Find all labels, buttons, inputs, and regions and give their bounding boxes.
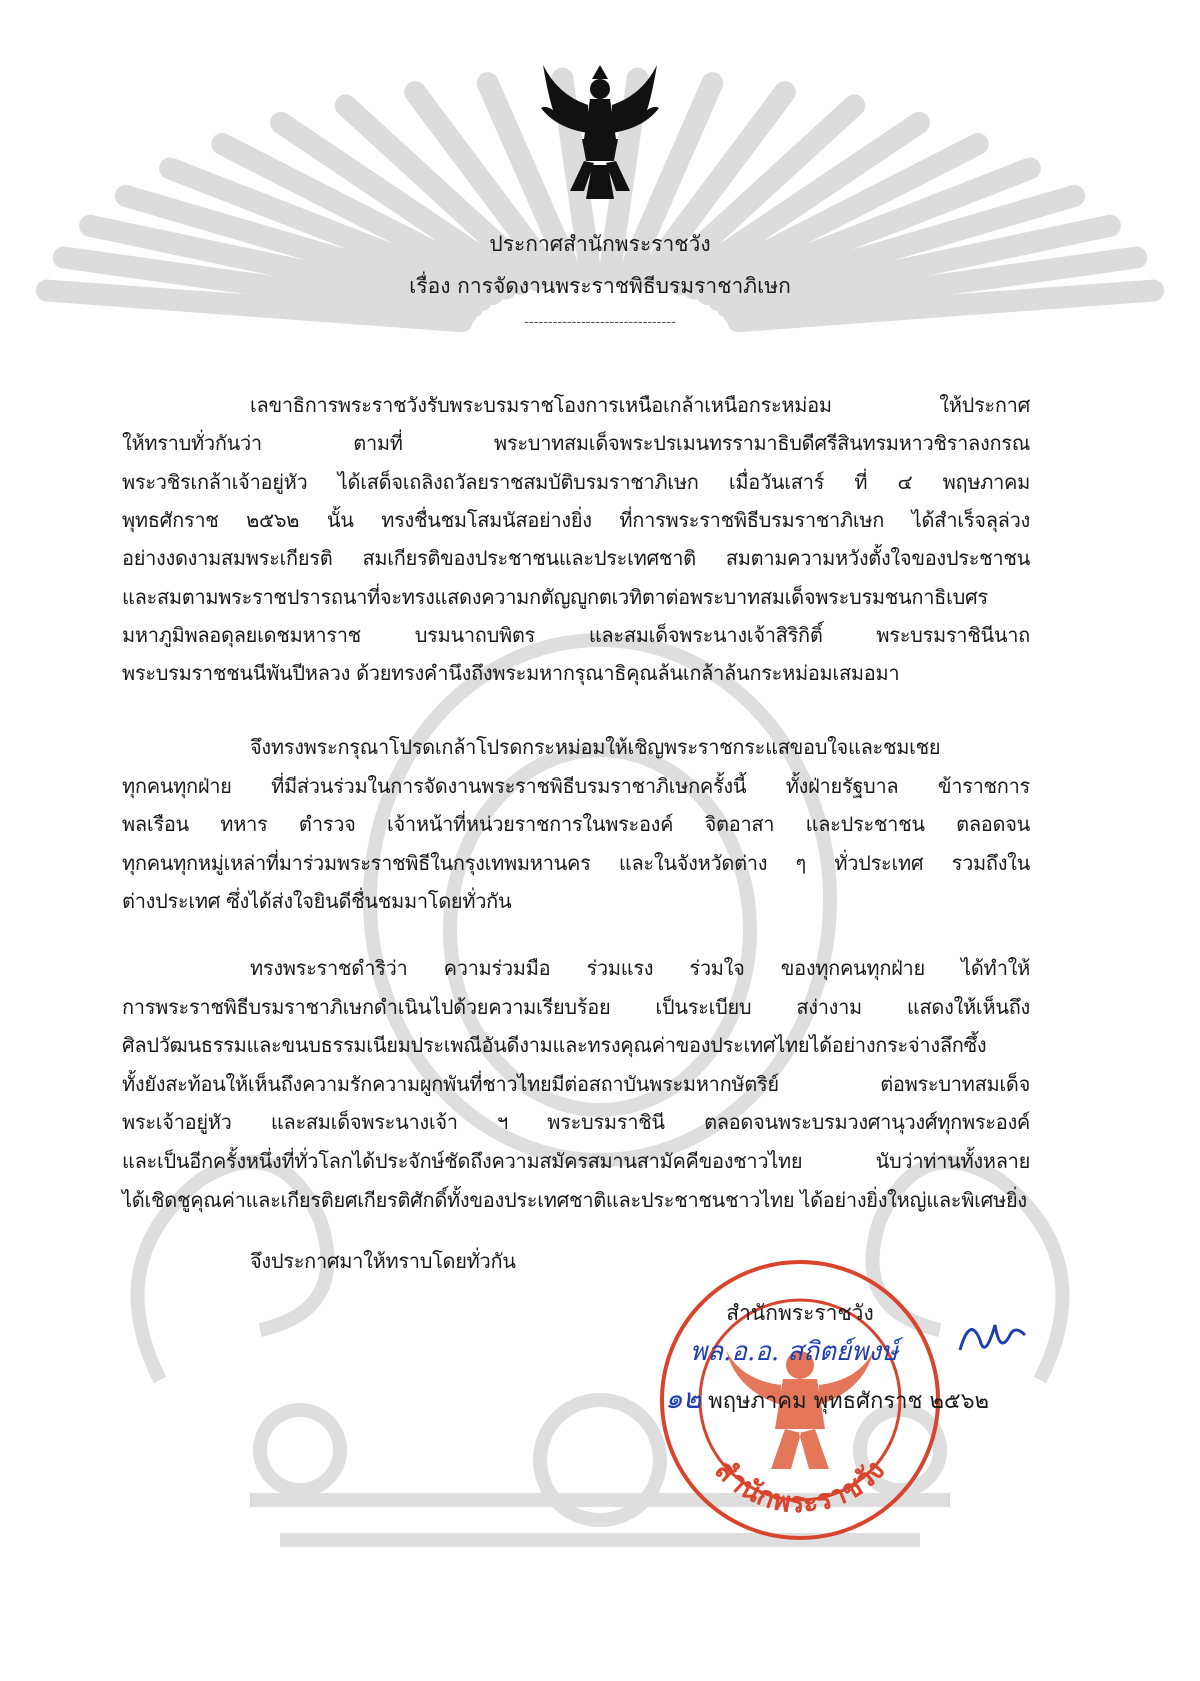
paragraph-line: ต่างประเทศ ซึ่งได้ส่งใจยินดีชื่นชมมาโดยทั่วกัน [122,889,512,913]
svg-text:สำนักพระราชวัง [709,1453,892,1520]
issuer-name: สำนักพระราชวัง [726,1301,874,1325]
paragraph-line: ได้เชิดชูคุณค่าและเกียรติยศเกียรติศักดิ์ทั้งของประเทศชาติและประชาชนชาวไทย ได้อย่างยิ่งใหญ่และพิเศษยิ่ง [122,1187,1027,1212]
paragraph-line: ให้ทราบทั่วกันว่า ตามที่ พระบาทสมเด็จพระปรเมนทรรามาธิบดีศรีสินทรมหาวชิราลงกรณ [122,431,1030,456]
handwritten-signature: พล.อ.อ. สถิตย์พงษ์ [690,1337,899,1367]
paragraph-line: พระวชิรเกล้าเจ้าอยู่หัว ได้เสด็จเถลิงถวัลยราชสมบัติบรมราชาภิเษก เมื่อวันเสาร์ ที่ ๔ พฤษภาคม [122,469,1030,494]
paragraph-line: ทุกคนทุกหมู่เหล่าที่มาร่วมพระราชพิธีในกรุงเทพมหานคร และในจังหวัดต่าง ๆ ทั่วประเทศ รวมถึงใน [122,850,1030,875]
date-day: ๑๒ [665,1382,702,1415]
paragraph-line: ทุกคนทุกฝ่าย ที่มีส่วนร่วมในการจัดงานพระราชพิธีบรมราชาภิเษกครั้งนี้ ทั้งฝ่ายรัฐบาล ข้าราชการ [122,773,1030,798]
document-title: ประกาศสำนักพระราชวัง [489,232,711,256]
paragraph-line: ทรงพระราชดำริว่า ความร่วมมือ ร่วมแรง ร่วมใจ ของทุกคนทุกฝ่าย ได้ทำให้ [250,956,1030,980]
paragraph-line: พุทธศักราช ๒๕๖๒ นั้น ทรงชื่นชมโสมนัสอย่างยิ่ง ที่การพระราชพิธีบรมราชาภิเษก ได้สำเร็จลุล่วง [122,507,1030,532]
paragraph-line: จึงทรงพระกรุณาโปรดเกล้าโปรดกระหม่อมให้เชิญพระราชกระแสขอบใจและชมเชย [250,735,941,759]
paragraph-line: อย่างงดงามสมพระเกียรติ สมเกียรติของประชาชนและประเทศชาติ สมตามความหวังตั้งใจของประชาชน [122,546,1030,571]
paragraph-line: และสมตามพระราชปรารถนาที่จะทรงแสดงความกตัญญูกตเวทิตาต่อพระบาทสมเด็จพระบรมชนกาธิเบศร [122,584,988,609]
divider: -------------------------------- [524,314,676,330]
paragraph-line: เลขาธิการพระราชวังรับพระบรมราชโองการเหนือเกล้าเหนือกระหม่อม ให้ประกาศ [250,393,1030,417]
document-subject: เรื่อง การจัดงานพระราชพิธีบรมราชาภิเษก [409,274,791,298]
paragraph-line: ทั้งยังสะท้อนให้เห็นถึงความรักความผูกพันที่ชาวไทยมีต่อสถาบันพระมหากษัตริย์ ต่อพระบาทสมเด็จ [122,1071,1030,1096]
date-text: พฤษภาคม พุทธศักราช ๒๕๖๒ [708,1389,990,1414]
paragraph-line: ศิลปวัฒนธรรมและขนบธรรมเนียมประเพณีอันดีงามและทรงคุณค่าของประเทศไทยได้อย่างกระจ่างลึกซึ้ง [122,1033,987,1058]
stamp-text: สำนักพระราชวัง [708,1452,892,1520]
paragraph-line: และเป็นอีกครั้งหนึ่งที่ทั่วโลกได้ประจักษ์ชัดถึงความสมัครสมานสามัคคีของชาวไทย นับว่าท่านทั้งหลาย [122,1149,1030,1173]
paragraph-line: มหาภูมิพลอดุลยเดชมหาราช บรมนาถบพิตร และสมเด็จพระนางเจ้าสิริกิติ์ พระบรมราชินีนาถ [122,622,1030,647]
garuda-emblem [540,55,660,205]
paragraph-line: พลเรือน ทหาร ตำรวจ เจ้าหน้าที่หน่วยราชการในพระองค์ จิตอาสา และประชาชน ตลอดจน [122,812,1030,836]
paragraph-line: พระเจ้าอยู่หัว และสมเด็จพระนางเจ้า ฯ พระบรมราชินี ตลอดจนพระบรมวงศานุวงศ์ทุกพระองค์ [122,1110,1030,1135]
signature-scribble [950,1310,1030,1370]
paragraph-line: การพระราชพิธีบรมราชาภิเษกดำเนินไปด้วยความเรียบร้อย เป็นระเบียบ สง่างาม แสดงให้เห็นถึง [122,994,1030,1019]
paragraph-line: พระบรมราชชนนีพันปีหลวง ด้วยทรงคำนึงถึงพระมหากรุณาธิคุณล้นเกล้าล้นกระหม่อมเสมอมา [122,661,900,686]
closing-text: จึงประกาศมาให้ทราบโดยทั่วกัน [250,1249,516,1273]
